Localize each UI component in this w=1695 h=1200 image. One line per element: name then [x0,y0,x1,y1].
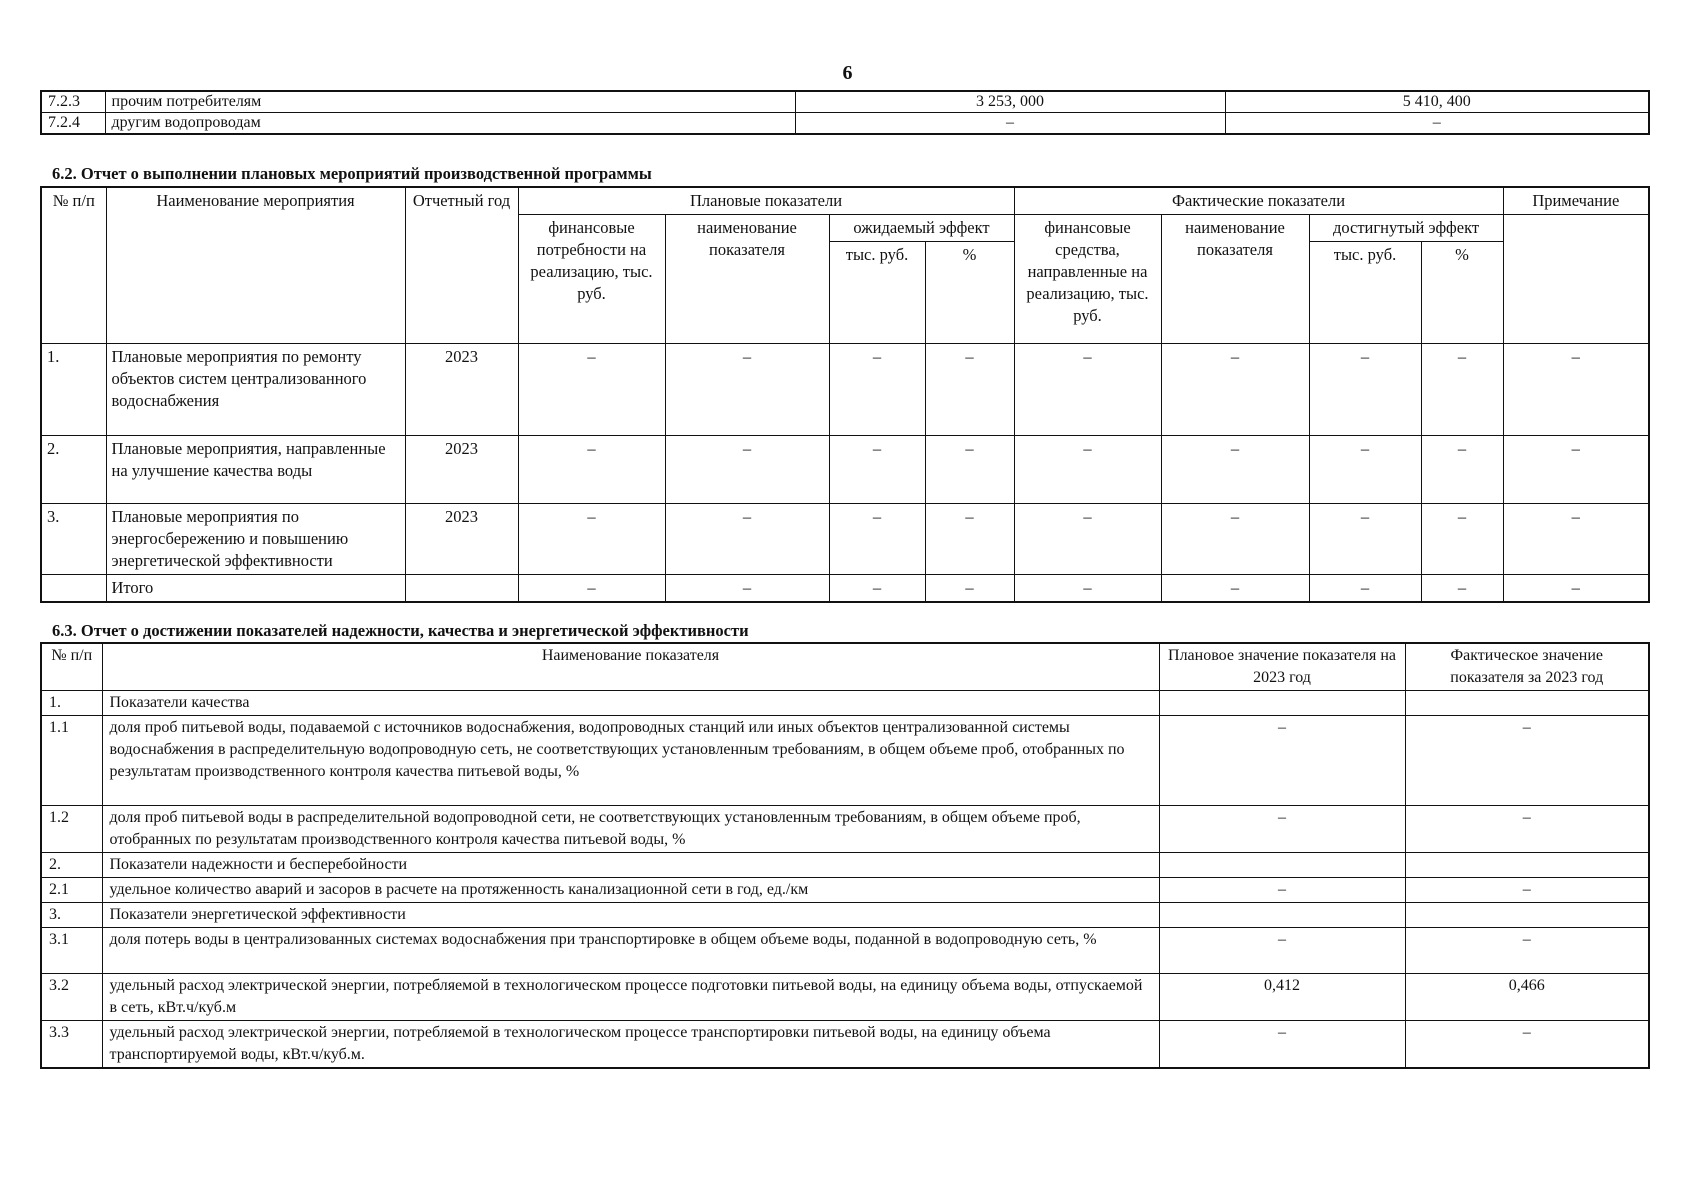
value-cell: – [665,504,829,575]
header-planned: Плановые показатели [518,187,1014,215]
header-act-name: наименование показателя [1161,215,1309,344]
row-number: 1. [41,344,106,436]
value-cell: – [518,504,665,575]
plan-value [1159,853,1405,878]
fact-value [1405,691,1649,716]
table-row [41,691,1649,716]
value-cell: – [1309,344,1421,436]
value-cell: – [829,575,925,603]
row-name: Показатели энергетической эффективности [102,903,1159,928]
row-name: доля проб питьевой воды, подаваемой с источников водоснабжения, водопроводных станций или иных объектов централизованной системы водоснабжения в распределительную водопроводную сеть, не соответствующих установленным требованиям, в общем объеме проб, отобранных по результатам производственного контроля качества питьевой воды, % [102,716,1159,806]
section-heading-6-3: 6.3. Отчет о достижении показателей надежности, качества и энергетической эффективности [52,621,749,640]
value-cell: – [518,344,665,436]
fact-value: 0,466 [1405,974,1649,1021]
value-cell: – [1014,344,1161,436]
header-row [41,643,1649,691]
table-row [41,436,1649,504]
row-year: 2023 [405,436,518,504]
plan-value: – [1159,1021,1405,1069]
value-cell: – [829,344,925,436]
fact-value: – [1405,806,1649,853]
value-cell: – [925,504,1014,575]
value-cell: – [1014,575,1161,603]
value-cell: – [1014,436,1161,504]
continuation-table [40,90,1650,135]
fact-value: – [1405,716,1649,806]
header-act-effect: достигнутый эффект [1309,215,1503,242]
row-year: 2023 [405,504,518,575]
header-pct: % [1421,242,1503,344]
row-name: Плановые мероприятия, направленные на улучшение качества воды [106,436,405,504]
row-number: 1.2 [41,806,102,853]
row-number: 7.2.3 [41,91,105,113]
header-actual: Фактические показатели [1014,187,1503,215]
value-cell: – [1309,504,1421,575]
plan-value [1159,691,1405,716]
row-number: 3. [41,504,106,575]
header-num: № п/п [41,643,102,691]
page-number: 6 [842,62,853,84]
table-row [41,806,1649,853]
table-row [41,903,1649,928]
value-cell: – [1503,344,1649,436]
row-name: удельный расход электрической энергии, потребляемой в технологическом процессе подготовки питьевой воды, на единицу объема воды, отпускаемой в сеть, кВт.ч/куб.м [102,974,1159,1021]
header-rub: тыс. руб. [829,242,925,344]
header-note-blank [1503,215,1649,344]
header-fact: Фактическое значение показателя за 2023 год [1405,643,1649,691]
value-cell: – [665,344,829,436]
row-name: прочим потребителям [105,91,795,113]
row-number: 3.2 [41,974,102,1021]
row-number: 3.1 [41,928,102,974]
plan-value: – [1159,878,1405,903]
row-name: Плановые мероприятия по энергосбережению и повышению энергетической эффективности [106,504,405,575]
value-cell: – [1161,344,1309,436]
row-name: доля потерь воды в централизованных системах водоснабжения при транспортировке в общем объеме воды, поданной в водопроводную сеть, % [102,928,1159,974]
row-year [405,575,518,603]
row-name: Плановые мероприятия по ремонту объектов систем централизованного водоснабжения [106,344,405,436]
value-cell: – [795,113,1225,135]
row-name: Показатели надежности и бесперебойности [102,853,1159,878]
fact-value: – [1405,1021,1649,1069]
table-row [41,344,1649,436]
plan-value: – [1159,928,1405,974]
value-cell: – [1503,504,1649,575]
value-cell: – [1161,504,1309,575]
fact-value [1405,903,1649,928]
header-plan-effect: ожидаемый эффект [829,215,1014,242]
row-name: удельный расход электрической энергии, потребляемой в технологическом процессе транспортировки питьевой воды, на единицу объема транспортируемой воды, кВт.ч/куб.м. [102,1021,1159,1069]
value-cell: – [518,436,665,504]
value-cell: – [1503,436,1649,504]
header-act-fin: финансовые средства, направленные на реализацию, тыс. руб. [1014,215,1161,344]
plan-value: – [1159,806,1405,853]
row-name: удельное количество аварий и засоров в расчете на протяженность канализационной сети в год, ед./км [102,878,1159,903]
value-cell: – [925,575,1014,603]
value-cell: – [1309,436,1421,504]
table-row [41,974,1649,1021]
table-row [41,716,1649,806]
row-name: доля проб питьевой воды в распределительной водопроводной сети, не соответствующих установленным требованиям, в общем объеме проб, отобранных по результатам производственного контроля качества питьевой воды, % [102,806,1159,853]
table-row [41,91,1649,113]
row-number: 7.2.4 [41,113,105,135]
value-cell: – [665,575,829,603]
value-cell: – [1421,575,1503,603]
row-number: 3.3 [41,1021,102,1069]
table-row [41,853,1649,878]
header-name: Наименование мероприятия [106,187,405,344]
plan-value [1159,903,1405,928]
table-row [41,928,1649,974]
fact-value: – [1405,878,1649,903]
value-cell: – [925,344,1014,436]
value-cell: – [925,436,1014,504]
header-plan: Плановое значение показателя на 2023 год [1159,643,1405,691]
header-num: № п/п [41,187,106,344]
header-plan-fin: финансовые потребности на реализацию, тыс. руб. [518,215,665,344]
value-cell: – [829,436,925,504]
table-row [41,113,1649,135]
value-cell: 5 410, 400 [1225,91,1649,113]
value-cell: – [1161,575,1309,603]
header-rub: тыс. руб. [1309,242,1421,344]
header-note: Примечание [1503,187,1649,215]
value-cell: – [1503,575,1649,603]
row-number: 2.1 [41,878,102,903]
value-cell: 3 253, 000 [795,91,1225,113]
value-cell: – [665,436,829,504]
row-number: 1. [41,691,102,716]
row-number: 2. [41,853,102,878]
table-row [41,1021,1649,1069]
row-number [41,575,106,603]
value-cell: – [1421,436,1503,504]
activities-report-table [40,186,1650,603]
total-row [41,575,1649,603]
value-cell: – [1225,113,1649,135]
row-name: другим водопроводам [105,113,795,135]
value-cell: – [518,575,665,603]
fact-value [1405,853,1649,878]
row-name: Показатели качества [102,691,1159,716]
row-year: 2023 [405,344,518,436]
value-cell: – [1421,344,1503,436]
value-cell: – [1421,504,1503,575]
header-pct: % [925,242,1014,344]
section-heading-6-2: 6.2. Отчет о выполнении плановых мероприятий производственной программы [52,164,652,183]
value-cell: – [1161,436,1309,504]
header-year: Отчетный год [405,187,518,344]
plan-value: 0,412 [1159,974,1405,1021]
row-number: 2. [41,436,106,504]
row-number: 1.1 [41,716,102,806]
value-cell: – [1309,575,1421,603]
table-row [41,504,1649,575]
value-cell: – [829,504,925,575]
fact-value: – [1405,928,1649,974]
header-row [41,187,1649,215]
table-row [41,878,1649,903]
value-cell: – [1014,504,1161,575]
header-plan-name: наименование показателя [665,215,829,344]
total-label: Итого [106,575,405,603]
plan-value: – [1159,716,1405,806]
indicators-report-table [40,642,1650,1069]
row-number: 3. [41,903,102,928]
header-name: Наименование показателя [102,643,1159,691]
